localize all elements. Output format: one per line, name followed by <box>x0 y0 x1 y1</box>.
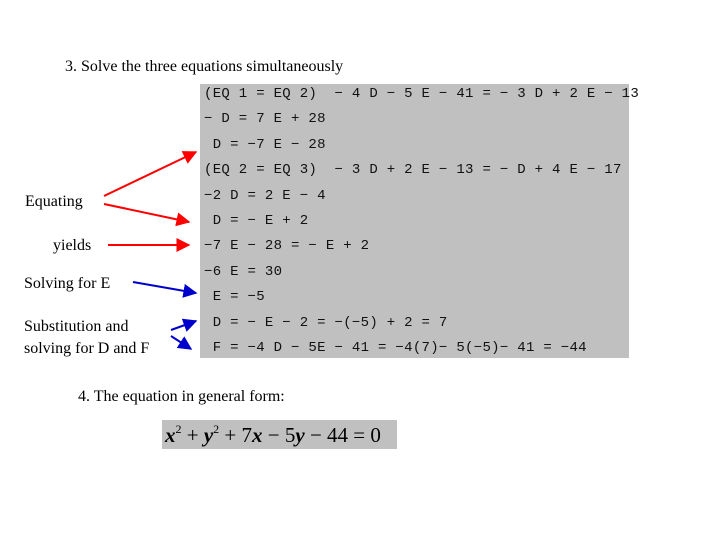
work-line-5: −2 D = 2 E − 4 <box>204 188 326 204</box>
work-line-1: (EQ 1 = EQ 2) − 4 D − 5 E − 41 = − 3 D + 2 E − 13 <box>204 86 640 102</box>
eq-y-exponent: 2 <box>213 422 220 436</box>
eq-y-linear: y <box>295 423 305 447</box>
equating-label: Equating <box>25 193 83 210</box>
step-3-heading: 3. Solve the three equations simultaneously <box>65 58 344 75</box>
eq-minus-2: − <box>304 423 328 447</box>
work-line-6: D = − E + 2 <box>204 213 309 229</box>
eq-x-exponent: 2 <box>175 422 182 436</box>
substitution-label-line1: Substitution and <box>24 318 129 335</box>
arrow-substitution-d <box>171 321 196 330</box>
work-line-3: D = −7 E − 28 <box>204 137 326 153</box>
substitution-label-line2: solving for D and F <box>24 340 150 357</box>
eq-y: y <box>203 423 214 447</box>
eq-x-linear: x <box>252 423 263 447</box>
eq-constant: 44 <box>327 423 349 447</box>
eq-plus-1: + <box>181 423 204 447</box>
eq-x: x <box>165 423 176 447</box>
eq-minus-1: − <box>262 423 285 447</box>
general-form-box <box>162 420 397 449</box>
arrow-substitution-f <box>171 336 191 349</box>
eq-plus-2: + <box>219 423 242 447</box>
arrow-equating-to-eq1 <box>104 152 196 196</box>
work-line-4: (EQ 2 = EQ 3) − 3 D + 2 E − 13 = − D + 4 E − 17 <box>204 162 622 178</box>
eq-equals: = <box>348 423 371 447</box>
general-form-equation <box>165 422 381 448</box>
arrow-solving-e <box>133 282 196 293</box>
work-line-9: E = −5 <box>204 289 265 305</box>
eq-seven: 7 <box>241 423 253 447</box>
work-line-10: D = − E − 2 = −(−5) + 2 = 7 <box>204 315 448 331</box>
solving-for-e-label: Solving for E <box>24 275 111 292</box>
work-line-7: −7 E − 28 = − E + 2 <box>204 238 370 254</box>
eq-zero: 0 <box>370 423 381 447</box>
work-line-11: F = −4 D − 5E − 41 = −4(7)− 5(−5)− 41 = −44 <box>204 340 587 356</box>
yields-label: yields <box>53 237 92 254</box>
work-line-2: − D = 7 E + 28 <box>204 111 326 127</box>
eq-five: 5 <box>284 423 296 447</box>
step-4-heading: 4. The equation in general form: <box>78 388 285 405</box>
arrow-equating-to-eq2 <box>104 204 189 222</box>
work-line-8: −6 E = 30 <box>204 264 283 280</box>
